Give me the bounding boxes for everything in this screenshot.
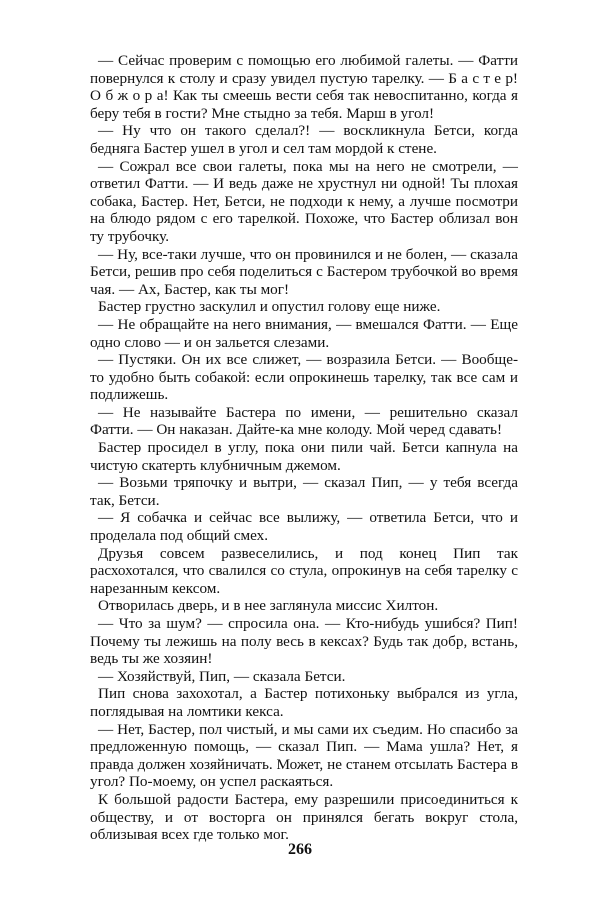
paragraph-11: — Я собачка и сейчас все вылижу, — ответила Бетси, что и проделала под общий смех. [90, 509, 518, 545]
paragraph-12: Друзья совсем развеселились, и под конец Пип так расхохотался, что свалился со стула, опрокинув на себя тарелку с нарезанным кексом. [90, 544, 518, 597]
body-text [90, 52, 518, 844]
paragraph-3: — Сожрал все свои галеты, пока мы на него не смотрели, — ответил Фатти. — И ведь даже не хрустнул ни одной! Ты плохая собака, Бастер. Нет, Бетси, не подходи к нему, а лучше посмотри на блюдо рядом с его тарелкой. Похоже, что Бастер облизал вон ту трубочку. [90, 157, 518, 245]
paragraph-13: Отворилась дверь, и в нее заглянула миссис Хилтон. [98, 597, 439, 615]
paragraph-16: Пип снова захохотал, а Бастер потихоньку выбрался из угла, поглядывая на ломтики кекса. [90, 685, 518, 720]
paragraph-4: — Ну, все-таки лучше, что он провинился и не болен, — сказала Бетси, решив про себя поделиться с Бастером трубочкой во время чая. — Ах, Бастер, как ты мог! [90, 245, 518, 298]
paragraph-15: — Хозяйствуй, Пип, — сказала Бетси. [98, 667, 346, 685]
paragraph-7: — Пустяки. Он их все слижет, — возразила Бетси. — Вообще-то удобно быть собакой: если опрокинешь тарелку, так все сам и подлижешь. [90, 351, 518, 404]
paragraph-9: Бастер просидел в углу, пока они пили чай. Бетси капнула на чистую скатерть клубничным джемом. [90, 439, 518, 474]
paragraph-1: — Сейчас проверим с помощью его любимой галеты. — Фатти повернулся к столу и сразу увидел пустую тарелку. — Б а с т е р! О б ж о р а! Как ты смеешь вести себя так невоспитанно, когда я беру тебя в гости? Мне стыдно за тебя. Марш в угол! [90, 52, 518, 122]
paragraph-10: — Возьми тряпочку и вытри, — сказал Пип, — у тебя всегда так, Бетси. [90, 474, 518, 509]
page-number: 266 [288, 841, 312, 858]
paragraph-14: — Что за шум? — спросила она. — Кто-нибудь ушибся? Пип! Почему ты лежишь на полу весь в кексах? Будь так добр, встань, ведь ты же хозяин! [90, 615, 518, 668]
paragraph-8: — Не называйте Бастера по имени, — решительно сказал Фатти. — Он наказан. Дайте-ка мне колоду. Мой черед сдавать! [90, 403, 518, 439]
paragraph-5: Бастер грустно заскулил и опустил голову еще ниже. [98, 298, 441, 316]
paragraph-17: — Нет, Бастер, пол чистый, и мы сами их съедим. Но спасибо за предложенную помощь, — сказал Пип. — Мама ушла? Нет, я правда должен хозяйничать. Может, не станем отсылать Бастера в угол? По-моему, он успел раскаяться. [90, 720, 518, 791]
paragraph-18: К большой радости Бастера, ему разрешили присоединиться к обществу, и от восторга он принялся бегать вокруг стола, облизывая всех где только мог. [90, 790, 518, 844]
paragraph-2: — Ну что он такого сделал?! — воскликнула Бетси, когда бедняга Бастер ушел в угол и сел там мордой к стене. [90, 122, 518, 157]
paragraph-6: — Не обращайте на него внимания, — вмешался Фатти. — Еще одно слово — и он зальется слезами. [90, 315, 518, 351]
